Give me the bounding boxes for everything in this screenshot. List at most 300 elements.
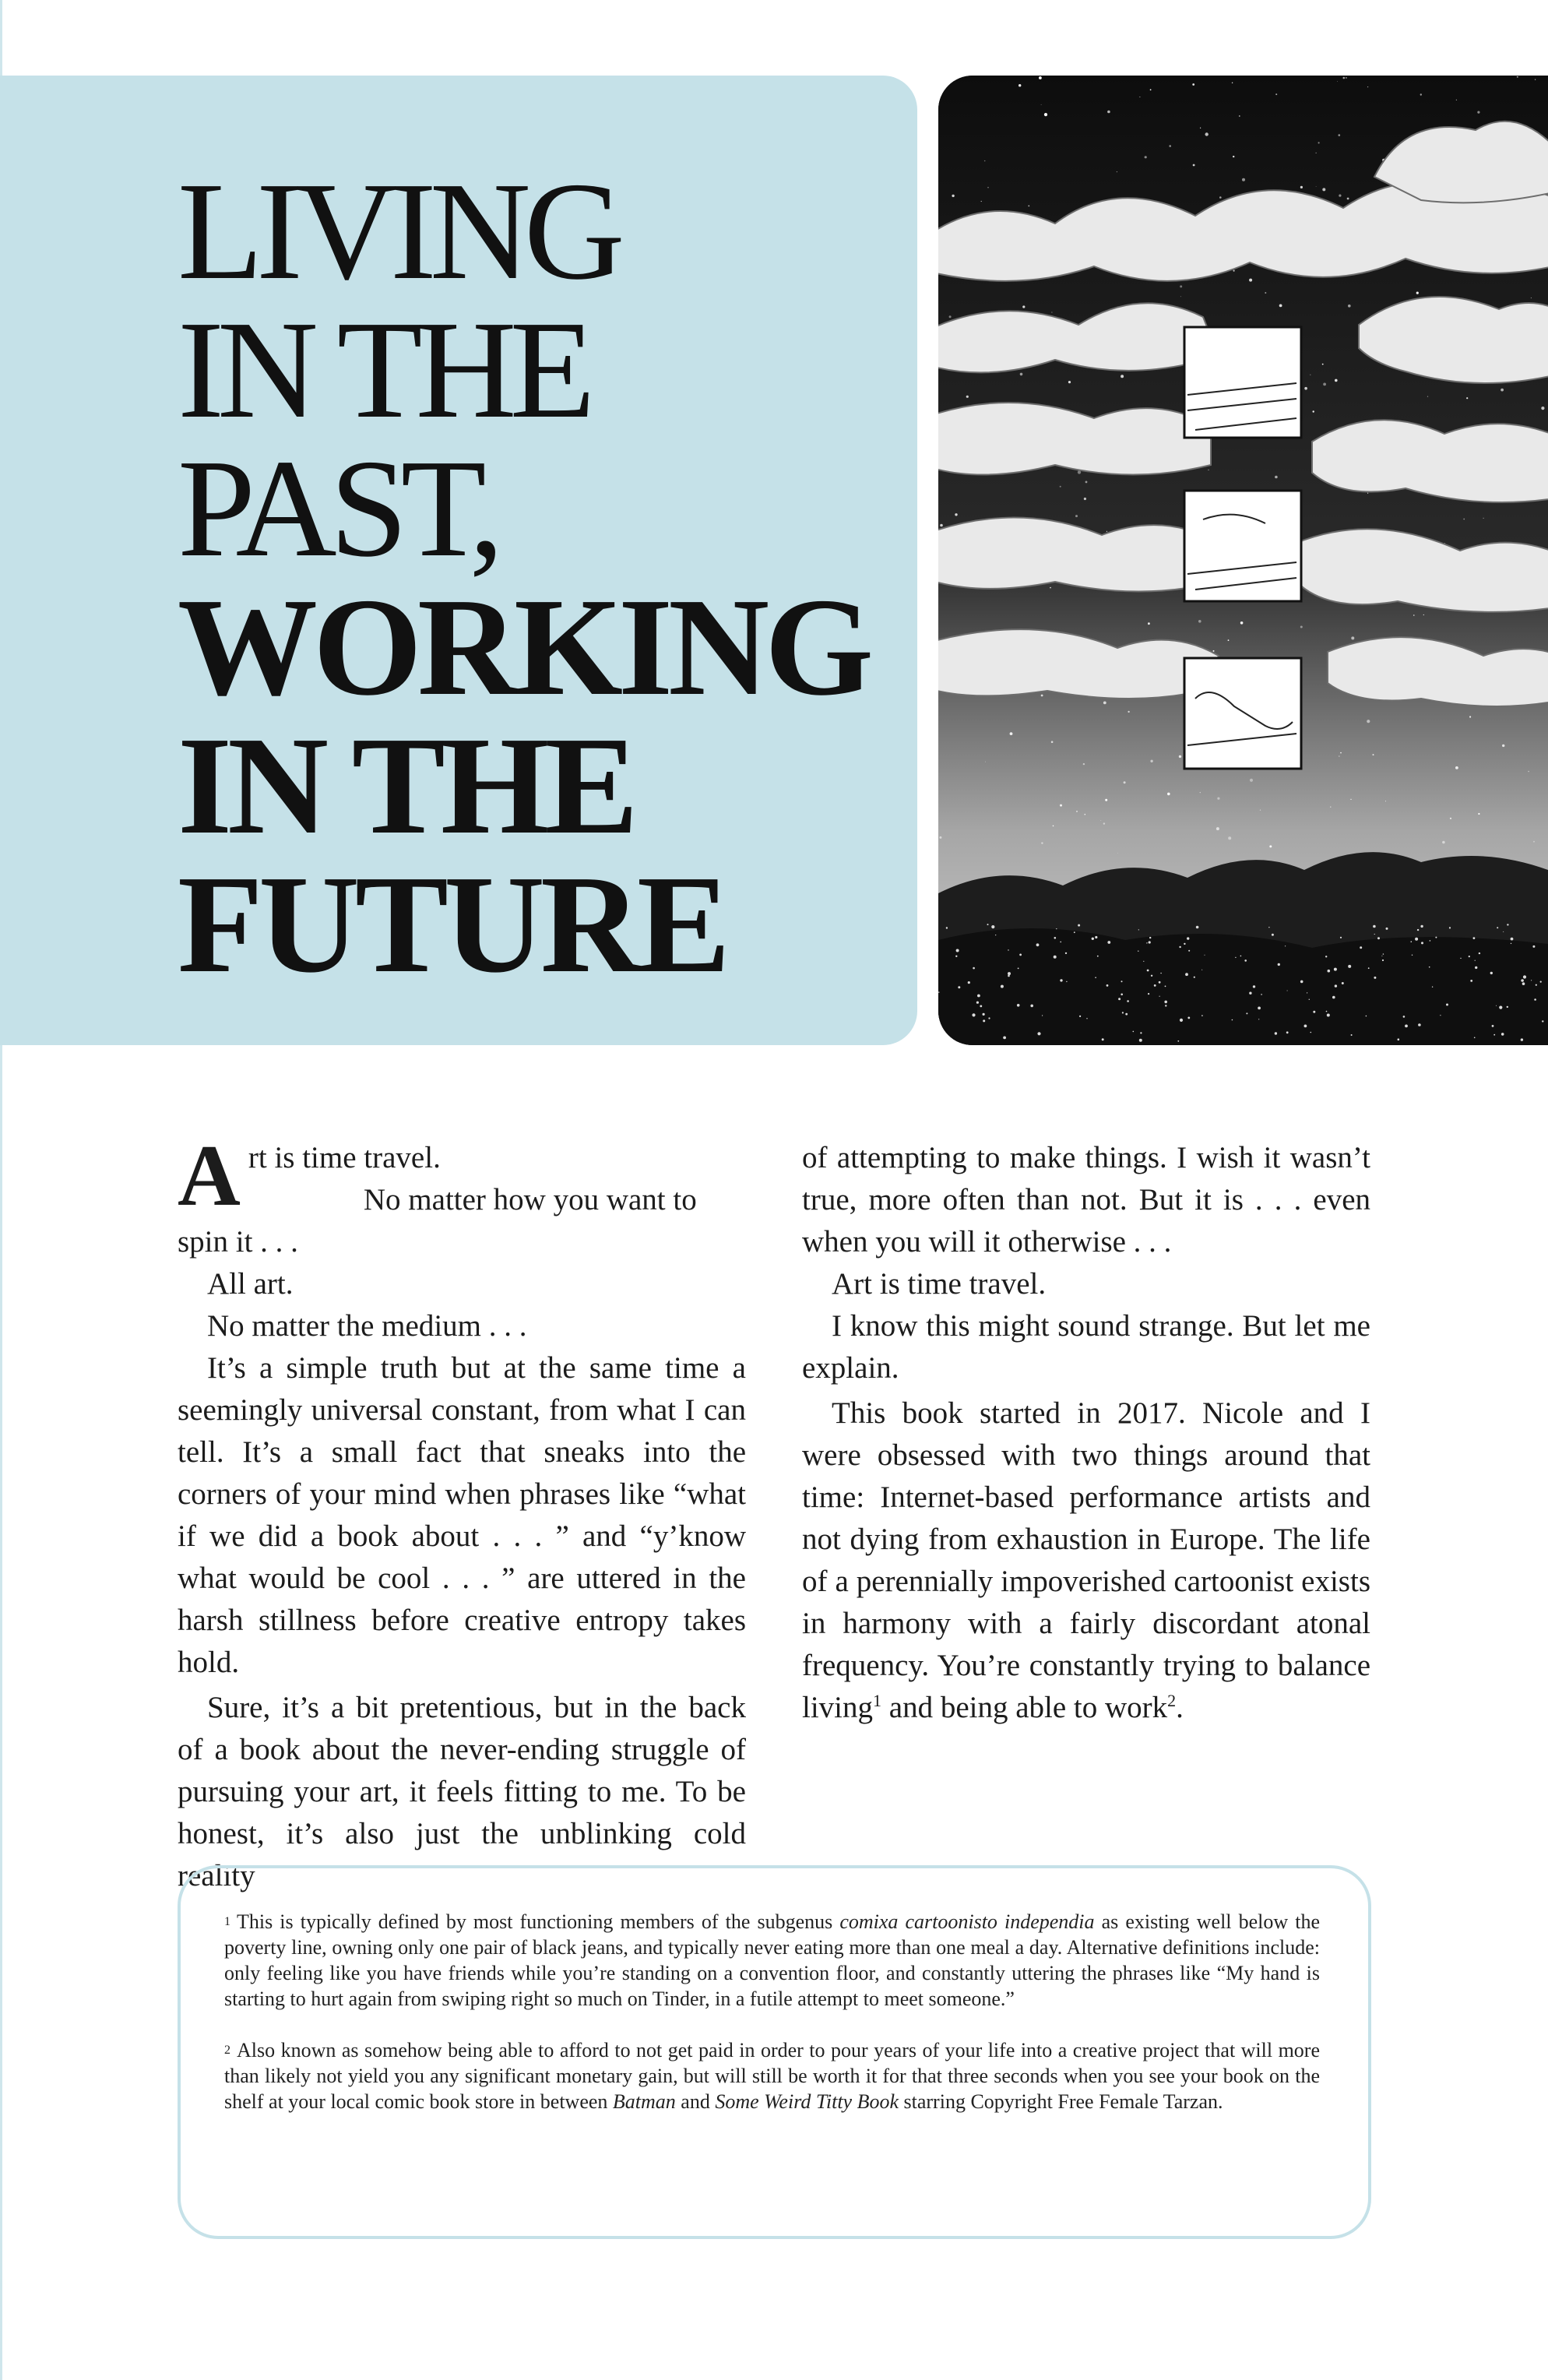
- valley-light: [1470, 980, 1472, 982]
- star: [1337, 81, 1338, 82]
- valley-light: [980, 1005, 982, 1008]
- star: [1249, 279, 1252, 282]
- star: [981, 201, 982, 202]
- valley-light: [1149, 937, 1151, 938]
- star: [1217, 797, 1219, 800]
- valley-light: [1095, 936, 1097, 938]
- star: [1085, 481, 1088, 484]
- star: [1117, 853, 1118, 854]
- valley-light: [1398, 1038, 1400, 1040]
- title-line: IN THE: [178, 708, 634, 863]
- valley-light: [1253, 985, 1255, 988]
- valley-light: [1244, 959, 1247, 962]
- valley-light: [1507, 1006, 1508, 1008]
- star: [1275, 93, 1277, 95]
- star: [1169, 145, 1171, 147]
- body-paragraph: Sure, it’s a bit pretentious, but in the back of a book about the never-ending struggle of pursuing your art, it feels fitting to me. To be honest, it’s also just the unblinking cold reality: [178, 1691, 746, 1892]
- star: [940, 524, 943, 527]
- valley-light: [1497, 927, 1498, 928]
- body-paragraph: I know this might sound strange. But let me explain.: [802, 1309, 1370, 1385]
- star: [1265, 292, 1266, 294]
- valley-light: [973, 967, 975, 970]
- valley-light: [958, 986, 960, 988]
- star: [1019, 84, 1021, 86]
- star: [1060, 486, 1061, 488]
- valley-light: [1415, 938, 1418, 941]
- valley-light: [1017, 1004, 1020, 1007]
- valley-light: [1309, 999, 1310, 1000]
- valley-light: [1373, 925, 1376, 928]
- star: [1198, 620, 1201, 623]
- valley-light: [1446, 1004, 1448, 1006]
- valley-light: [1151, 975, 1152, 977]
- valley-light: [950, 1040, 951, 1041]
- valley-light: [1328, 970, 1331, 973]
- valley-light: [1147, 970, 1149, 972]
- valley-light: [1079, 1016, 1081, 1017]
- star: [1541, 407, 1544, 410]
- valley-light: [1042, 1015, 1043, 1016]
- valley-light: [1165, 986, 1166, 988]
- valley-light: [1106, 984, 1109, 987]
- valley-light: [1532, 945, 1535, 948]
- valley-light: [1185, 973, 1188, 976]
- valley-light: [1187, 1017, 1190, 1019]
- star: [1053, 826, 1054, 827]
- valley-light: [1065, 952, 1067, 954]
- valley-light: [983, 1019, 985, 1022]
- star: [1442, 841, 1445, 844]
- valley-light: [1188, 950, 1190, 952]
- valley-light: [956, 949, 959, 952]
- valley-light: [1348, 965, 1351, 968]
- star: [1051, 741, 1054, 743]
- title-line: PAST,: [178, 431, 498, 586]
- valley-light: [1246, 1012, 1247, 1014]
- valley-light: [1366, 1016, 1367, 1017]
- valley-light: [1521, 1038, 1523, 1040]
- star: [1028, 206, 1029, 207]
- page-title: [178, 153, 870, 1002]
- valley-light: [1125, 1013, 1128, 1016]
- star: [1477, 111, 1479, 114]
- valley-light: [1534, 998, 1536, 1001]
- footnote-text: and: [675, 2090, 716, 2113]
- body-paragraph: No matter how you want to spin it . . .: [178, 1183, 697, 1259]
- star: [1200, 128, 1201, 129]
- valley-light: [1054, 937, 1057, 939]
- star: [1103, 822, 1105, 824]
- body-paragraph: of attempting to make things. I wish it wasn’t true, more often than not. But it is . . . even when you will it otherwise . . .: [802, 1141, 1370, 1259]
- star: [1304, 387, 1307, 390]
- footnote-text: This is typically defined by most functioning members of the subgenus: [237, 1910, 840, 1933]
- valley-light: [1351, 1034, 1353, 1036]
- body-paragraph: All art.: [207, 1267, 294, 1301]
- body-paragraph: No matter the medium . . .: [207, 1309, 527, 1343]
- valley-light: [1493, 1034, 1495, 1036]
- valley-light: [1377, 937, 1380, 939]
- valley-light: [1313, 1011, 1315, 1013]
- star: [1351, 636, 1354, 639]
- valley-light: [1060, 979, 1062, 981]
- valley-light: [1412, 955, 1413, 956]
- valley-light: [1258, 1007, 1261, 1010]
- valley-light: [1056, 928, 1057, 929]
- star: [1427, 396, 1428, 397]
- valley-light: [1008, 972, 1011, 975]
- valley-light: [1340, 937, 1342, 938]
- opening-text: rt is time travel.: [248, 1141, 441, 1174]
- footnote-italic: Batman: [612, 2090, 676, 2113]
- valley-light: [1492, 1025, 1494, 1027]
- star: [1068, 381, 1071, 383]
- star: [1260, 810, 1261, 811]
- valley-light: [1405, 1025, 1408, 1028]
- star: [1346, 77, 1347, 79]
- title-line: LIVING: [178, 153, 618, 308]
- star: [1373, 754, 1374, 755]
- valley-light: [1177, 1040, 1179, 1042]
- valley-light: [1531, 980, 1532, 981]
- star: [1233, 270, 1235, 272]
- valley-light: [1249, 992, 1251, 995]
- star: [1044, 113, 1047, 116]
- valley-light: [1164, 1001, 1167, 1004]
- valley-light: [1417, 929, 1419, 931]
- valley-light: [1304, 1025, 1307, 1028]
- valley-light: [1435, 937, 1437, 938]
- valley-light: [1121, 994, 1123, 996]
- valley-light: [1184, 943, 1185, 945]
- star: [1423, 614, 1424, 615]
- valley-light: [1095, 977, 1096, 978]
- star: [1051, 312, 1052, 313]
- valley-light: [1060, 942, 1061, 943]
- valley-light: [1018, 968, 1019, 970]
- footnote-ref-2: 2: [1167, 1691, 1177, 1710]
- valley-light: [1097, 956, 1099, 957]
- body-paragraph: It’s a simple truth but at the same time a seemingly universal constant, from what I can tell. It’s a small fact that sneaks into the corners of your mind when phrases like “what if we did a book about . . . ” and “y’know what would be cool . . . ” are uttered in the harsh stillness before creative entropy takes hold.: [178, 1351, 746, 1679]
- title-line: WORKING: [178, 569, 870, 724]
- valley-light: [1421, 942, 1423, 944]
- valley-light: [1240, 956, 1242, 957]
- footnote-text: as existing well below the poverty line, owning only one pair of black jeans, and typically never eating more than one meal a day. Alternative definitions include: only feeling like you have friends while you’re standing on a convention floor, and constantly uttering the phrases like “My hand is starting to hurt again from swiping right so much on Tinder, in a futile attempt to meet someone.”: [224, 1910, 1320, 2010]
- valley-light: [1102, 1038, 1104, 1040]
- valley-light: [987, 924, 989, 925]
- valley-light: [1074, 931, 1075, 933]
- valley-light: [1148, 993, 1149, 995]
- valley-light: [1386, 928, 1388, 930]
- valley-light: [1138, 929, 1139, 930]
- valley-light: [983, 1013, 985, 1016]
- valley-light: [1159, 996, 1160, 997]
- star: [1469, 716, 1471, 717]
- star: [1010, 732, 1013, 735]
- valley-light: [1143, 961, 1144, 962]
- valley-light: [1092, 938, 1094, 940]
- valley-light: [1507, 924, 1508, 925]
- valley-light: [1490, 972, 1493, 974]
- star: [1250, 779, 1253, 782]
- footnote-italic: Some Weird Titty Book: [715, 2090, 899, 2113]
- star: [1105, 799, 1107, 801]
- star: [1020, 373, 1023, 376]
- star: [1450, 818, 1451, 819]
- valley-light: [1159, 981, 1161, 984]
- valley-light: [1037, 1032, 1040, 1035]
- valley-light: [1275, 1032, 1277, 1034]
- footnote-text: starring Copyright Free Female Tarzan.: [899, 2090, 1223, 2113]
- star: [1239, 115, 1240, 117]
- valley-light: [1473, 937, 1476, 939]
- valley-light: [1429, 966, 1430, 968]
- valley-light: [938, 1031, 940, 1033]
- valley-light: [1325, 956, 1327, 957]
- star: [1517, 76, 1518, 78]
- valley-light: [1342, 982, 1344, 984]
- star: [1180, 296, 1181, 297]
- star: [1528, 771, 1529, 773]
- star: [1367, 493, 1368, 494]
- valley-light: [1475, 966, 1477, 969]
- star: [1463, 519, 1465, 520]
- valley-light: [988, 1017, 990, 1019]
- star: [1478, 813, 1479, 815]
- star: [1367, 720, 1370, 723]
- star: [1103, 702, 1106, 705]
- valley-light: [976, 1002, 979, 1004]
- valley-light: [1374, 934, 1375, 935]
- valley-light: [1122, 1012, 1124, 1013]
- valley-light: [1382, 959, 1384, 961]
- valley-light: [1469, 956, 1470, 957]
- star: [1041, 695, 1043, 697]
- valley-light: [1300, 981, 1303, 984]
- star: [1420, 93, 1422, 95]
- valley-light: [1232, 1019, 1233, 1021]
- footnote-number: 2: [224, 2044, 230, 2057]
- valley-light: [1499, 1006, 1502, 1009]
- star: [1050, 587, 1051, 589]
- valley-light: [1411, 941, 1413, 942]
- star: [1313, 410, 1314, 412]
- star: [1228, 836, 1231, 840]
- footnote-number: 1: [224, 1915, 230, 1928]
- valley-light: [1311, 1032, 1312, 1033]
- valley-light: [1332, 996, 1335, 999]
- star: [1179, 755, 1181, 758]
- star: [1121, 375, 1124, 378]
- star: [1100, 820, 1101, 821]
- valley-light: [1440, 1015, 1441, 1016]
- body-column-right: [802, 1137, 1370, 1729]
- valley-light: [1180, 1019, 1183, 1022]
- body-paragraph: [802, 1392, 1370, 1729]
- valley-light: [1235, 957, 1236, 958]
- title-line: IN THE: [178, 292, 589, 447]
- star: [1279, 305, 1282, 308]
- star: [1316, 186, 1317, 187]
- valley-light: [968, 981, 970, 984]
- star: [1348, 305, 1351, 308]
- valley-light: [1201, 1015, 1203, 1016]
- footnote-2: [224, 2037, 1320, 2114]
- star: [1022, 305, 1025, 308]
- valley-light: [1335, 984, 1337, 987]
- valley-light: [1536, 984, 1537, 986]
- valley-light: [1374, 977, 1376, 979]
- star: [1124, 781, 1126, 783]
- valley-light: [1522, 982, 1525, 985]
- star: [1322, 188, 1325, 191]
- star: [1502, 745, 1504, 747]
- valley-light: [1503, 931, 1504, 932]
- star: [1039, 76, 1042, 79]
- star: [984, 160, 985, 161]
- valley-light: [955, 956, 957, 957]
- star: [1339, 134, 1341, 136]
- star: [1367, 86, 1368, 87]
- star: [1075, 515, 1078, 517]
- valley-light: [1523, 975, 1526, 978]
- body-column-left: [178, 1128, 746, 1897]
- star: [1167, 793, 1170, 796]
- star: [1318, 142, 1320, 143]
- star: [1416, 292, 1419, 294]
- star: [1180, 285, 1182, 287]
- star: [1300, 626, 1303, 628]
- star: [1347, 198, 1349, 200]
- star: [955, 513, 957, 516]
- valley-light: [1420, 925, 1423, 928]
- star: [987, 187, 988, 188]
- footnotes-box: [178, 1865, 1371, 2239]
- valley-light: [1418, 1023, 1421, 1026]
- star: [1078, 470, 1081, 474]
- star: [1083, 763, 1085, 765]
- valley-light: [1403, 1016, 1406, 1018]
- star: [1240, 621, 1244, 625]
- star: [1200, 792, 1201, 793]
- star: [1466, 397, 1468, 399]
- star: [1339, 755, 1340, 757]
- valley-light: [1268, 927, 1269, 928]
- valley-light: [1139, 1039, 1142, 1042]
- star: [1205, 132, 1208, 136]
- star: [1335, 379, 1338, 382]
- valley-light: [1261, 994, 1262, 995]
- valley-light: [1008, 975, 1010, 977]
- star: [1323, 383, 1326, 386]
- star: [1339, 195, 1341, 197]
- valley-light: [1326, 1011, 1328, 1012]
- valley-light: [1278, 963, 1280, 966]
- illustration-svg: [938, 76, 1548, 1045]
- valley-light: [1511, 938, 1514, 941]
- star: [1343, 77, 1346, 79]
- star: [952, 195, 954, 197]
- valley-light: [1383, 953, 1384, 954]
- star: [1145, 156, 1147, 158]
- star: [1535, 79, 1536, 80]
- star: [1106, 531, 1107, 532]
- star: [1350, 799, 1351, 800]
- body-paragraph: Art is time travel.: [832, 1267, 1047, 1301]
- valley-light: [1127, 1000, 1129, 1002]
- valley-light: [1286, 1031, 1289, 1033]
- star: [1085, 814, 1086, 815]
- star: [1330, 807, 1331, 808]
- paragraph-text: and being able to work: [881, 1691, 1168, 1724]
- valley-light: [1003, 1037, 1006, 1040]
- valley-light: [1521, 979, 1524, 982]
- valley-light: [1078, 924, 1080, 927]
- star: [1193, 164, 1195, 167]
- valley-light: [1360, 946, 1362, 949]
- title-line: FUTURE: [178, 847, 727, 1002]
- star: [1150, 89, 1152, 90]
- valley-light: [1194, 977, 1195, 978]
- paragraph-text: .: [1176, 1691, 1184, 1724]
- star: [1483, 518, 1484, 519]
- valley-light: [1334, 968, 1337, 971]
- star: [966, 396, 969, 398]
- star: [1533, 841, 1535, 843]
- valley-light: [1540, 981, 1542, 983]
- star: [1242, 178, 1245, 181]
- star: [1233, 156, 1234, 157]
- valley-light: [1066, 981, 1067, 982]
- valley-light: [1086, 1018, 1087, 1019]
- valley-light: [1501, 1033, 1504, 1036]
- valley-light: [972, 1013, 975, 1016]
- star: [1275, 476, 1278, 479]
- valley-light: [946, 927, 948, 928]
- drop-cap: A: [178, 1128, 241, 1224]
- valley-light: [1019, 954, 1022, 956]
- valley-light: [1149, 941, 1151, 943]
- footnote-italic: comixa cartoonisto independia: [839, 1910, 1095, 1933]
- star: [1076, 811, 1078, 812]
- paragraph-text: This book started in 2017. Nicole and I were obsessed with two things around that time: Internet-based performance artists and not dying from exhaustion in Europe. The life of a perennially impoverished cartoonist exists in harmony with a fairly discordant atonal frequency. You’re constantly trying to balance living: [802, 1396, 1370, 1724]
- valley-light: [1272, 934, 1274, 936]
- star: [1300, 186, 1303, 188]
- valley-light: [1107, 941, 1110, 944]
- star: [1322, 364, 1324, 365]
- valley-light: [1121, 981, 1123, 982]
- star: [1150, 760, 1152, 762]
- valley-light: [1036, 943, 1040, 946]
- star: [1041, 842, 1043, 843]
- star: [1148, 622, 1150, 625]
- valley-light: [1054, 956, 1057, 959]
- valley-light: [1118, 998, 1121, 1000]
- star: [1228, 639, 1230, 641]
- valley-light: [1475, 960, 1476, 961]
- valley-light: [1474, 1037, 1476, 1039]
- star: [1060, 804, 1062, 807]
- valley-light: [1432, 987, 1433, 988]
- star: [1216, 827, 1219, 830]
- valley-light: [977, 995, 980, 998]
- valley-light: [1430, 940, 1431, 942]
- valley-light: [1449, 927, 1451, 928]
- valley-light: [1460, 958, 1461, 959]
- star: [1413, 614, 1415, 616]
- star: [1455, 766, 1458, 769]
- valley-light: [1001, 985, 1004, 988]
- valley-light: [1179, 946, 1180, 948]
